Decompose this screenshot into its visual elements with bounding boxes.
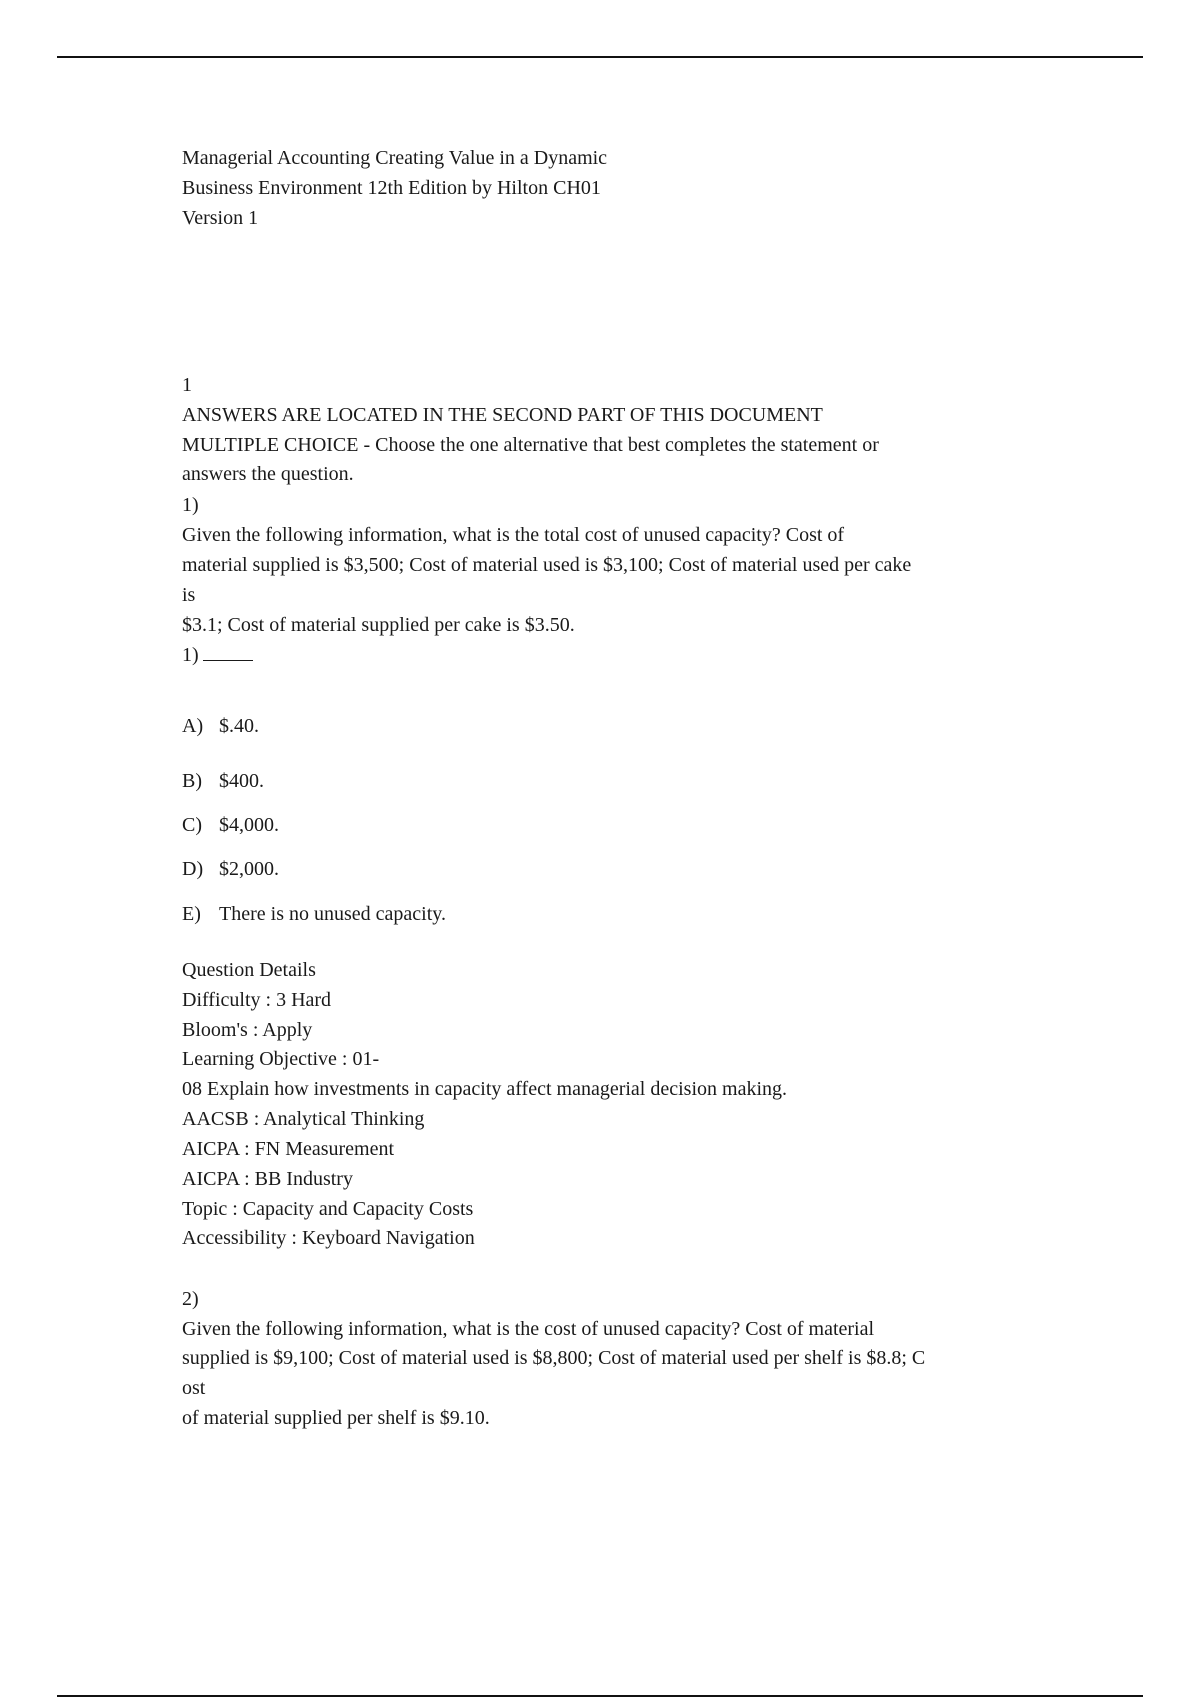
option-a	[182, 714, 259, 738]
instructions-line-1: MULTIPLE CHOICE - Choose the one alternative that best completes the statement or	[182, 434, 879, 456]
question-1-answer-blank	[182, 643, 253, 667]
option-text: There is no unused capacity.	[219, 903, 446, 925]
option-letter: D)	[182, 858, 204, 880]
option-e	[182, 902, 446, 926]
option-letter: C)	[182, 814, 202, 836]
question-2-text-4: of material supplied per shelf is $9.10.	[182, 1407, 490, 1429]
option-text: $400.	[219, 770, 264, 792]
option-d	[182, 857, 279, 881]
option-letter: A)	[182, 715, 204, 737]
detail-learning-objective-1: Learning Objective : 01-	[182, 1048, 380, 1070]
answers-note: ANSWERS ARE LOCATED IN THE SECOND PART OF THIS DOCUMENT	[182, 404, 823, 426]
top-rule	[57, 56, 1143, 58]
option-text: $2,000.	[219, 858, 279, 880]
question-2-text-1: Given the following information, what is the cost of unused capacity? Cost of material	[182, 1318, 875, 1340]
doc-version: Version 1	[182, 207, 259, 229]
instructions-line-2: answers the question.	[182, 463, 354, 485]
option-letter: E)	[182, 903, 201, 925]
detail-aacsb: AACSB : Analytical Thinking	[182, 1108, 425, 1130]
detail-aicpa-bb: AICPA : BB Industry	[182, 1168, 353, 1190]
page-number: 1	[182, 374, 192, 396]
doc-title-line-1: Managerial Accounting Creating Value in a Dynamic	[182, 147, 608, 169]
detail-difficulty: Difficulty : 3 Hard	[182, 989, 332, 1011]
question-1-text-4: $3.1; Cost of material supplied per cake is $3.50.	[182, 614, 575, 636]
detail-aicpa-fn: AICPA : FN Measurement	[182, 1138, 395, 1160]
option-text: $4,000.	[219, 814, 279, 836]
question-1-text-1: Given the following information, what is the total cost of unused capacity? Cost of	[182, 524, 845, 546]
question-2-text-3: ost	[182, 1377, 206, 1399]
question-details-heading: Question Details	[182, 959, 316, 981]
option-b	[182, 769, 264, 793]
detail-learning-objective-2: 08 Explain how investments in capacity affect managerial decision making.	[182, 1078, 787, 1100]
answer-label: 1)	[182, 644, 199, 666]
detail-topic: Topic : Capacity and Capacity Costs	[182, 1198, 474, 1220]
question-1-text-3: is	[182, 584, 196, 606]
detail-blooms: Bloom's : Apply	[182, 1019, 313, 1041]
doc-title-line-2: Business Environment 12th Edition by Hilton CH01	[182, 177, 601, 199]
option-c	[182, 813, 279, 837]
question-1-number: 1)	[182, 494, 199, 516]
detail-accessibility: Accessibility : Keyboard Navigation	[182, 1227, 475, 1249]
answer-blank-line	[203, 646, 253, 661]
question-2-text-2: supplied is $9,100; Cost of material used is $8,800; Cost of material used per shelf is $8.8; C	[182, 1347, 926, 1369]
option-letter: B)	[182, 770, 202, 792]
bottom-rule	[57, 1695, 1143, 1697]
option-text: $.40.	[219, 715, 259, 737]
question-2-number: 2)	[182, 1288, 199, 1310]
question-1-text-2: material supplied is $3,500; Cost of material used is $3,100; Cost of material used per cake	[182, 554, 912, 576]
